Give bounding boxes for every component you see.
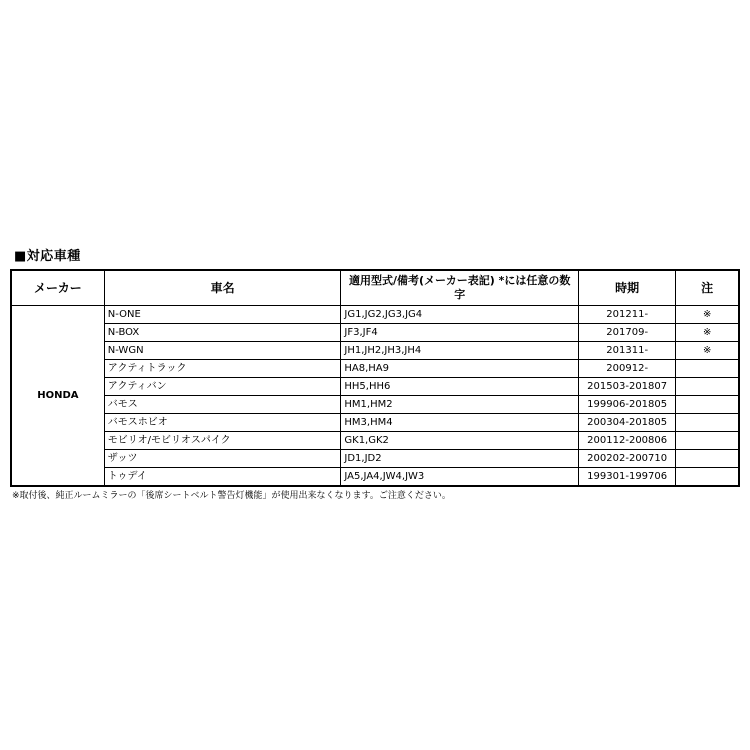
period-cell: 200202-200710 [579,450,676,468]
car-name-cell: N-ONE [104,306,341,324]
period-cell: 201311- [579,342,676,360]
table-row [11,342,739,360]
maker-cell: HONDA [11,306,104,487]
period-cell: 201503-201807 [579,378,676,396]
note-cell: ※ [676,324,739,342]
model-cell: HM1,HM2 [341,396,579,414]
table-row [11,450,739,468]
note-cell [676,396,739,414]
header-car-name: 車名 [104,270,341,306]
table-row [11,468,739,487]
header-model: 適用型式/備考(メーカー表記) *には任意の数字 [341,270,579,306]
table-row [11,378,739,396]
table-row [11,324,739,342]
car-name-cell: トゥデイ [104,468,341,487]
section-title: ■対応車種 [14,249,81,264]
note-cell [676,468,739,487]
note-cell [676,360,739,378]
model-cell: JG1,JG2,JG3,JG4 [341,306,579,324]
model-cell: JF3,JF4 [341,324,579,342]
table-row [11,396,739,414]
table-row [11,360,739,378]
car-name-cell: アクティバン [104,378,341,396]
period-cell: 201709- [579,324,676,342]
model-cell: JA5,JA4,JW4,JW3 [341,468,579,487]
period-cell: 200112-200806 [579,432,676,450]
model-cell: HA8,HA9 [341,360,579,378]
car-name-cell: ザッツ [104,450,341,468]
period-cell: 199906-201805 [579,396,676,414]
header-period: 時期 [579,270,676,306]
table-body [11,306,739,487]
note-cell: ※ [676,342,739,360]
header-note: 注 [676,270,739,306]
header-maker: メーカー [11,270,104,306]
period-cell: 200912- [579,360,676,378]
table-row [11,432,739,450]
car-name-cell: N-BOX [104,324,341,342]
model-cell: HM3,HM4 [341,414,579,432]
model-cell: GK1,GK2 [341,432,579,450]
model-cell: HH5,HH6 [341,378,579,396]
car-name-cell: アクティトラック [104,360,341,378]
note-cell [676,432,739,450]
period-cell: 199301-199706 [579,468,676,487]
model-cell: JD1,JD2 [341,450,579,468]
note-cell: ※ [676,306,739,324]
period-cell: 200304-201805 [579,414,676,432]
car-name-cell: バモスホビオ [104,414,341,432]
period-cell: 201211- [579,306,676,324]
note-cell [676,414,739,432]
table-row [11,306,739,324]
compatibility-table [10,269,740,487]
car-name-cell: N-WGN [104,342,341,360]
car-name-cell: バモス [104,396,341,414]
table-row [11,414,739,432]
car-name-cell: モビリオ/モビリオスパイク [104,432,341,450]
footnote: ※取付後、純正ルームミラーの「後席シートベルト警告灯機能」が使用出来なくなります。ご注意ください。 [12,491,451,501]
table-header-row [11,270,739,306]
note-cell [676,378,739,396]
model-cell: JH1,JH2,JH3,JH4 [341,342,579,360]
note-cell [676,450,739,468]
